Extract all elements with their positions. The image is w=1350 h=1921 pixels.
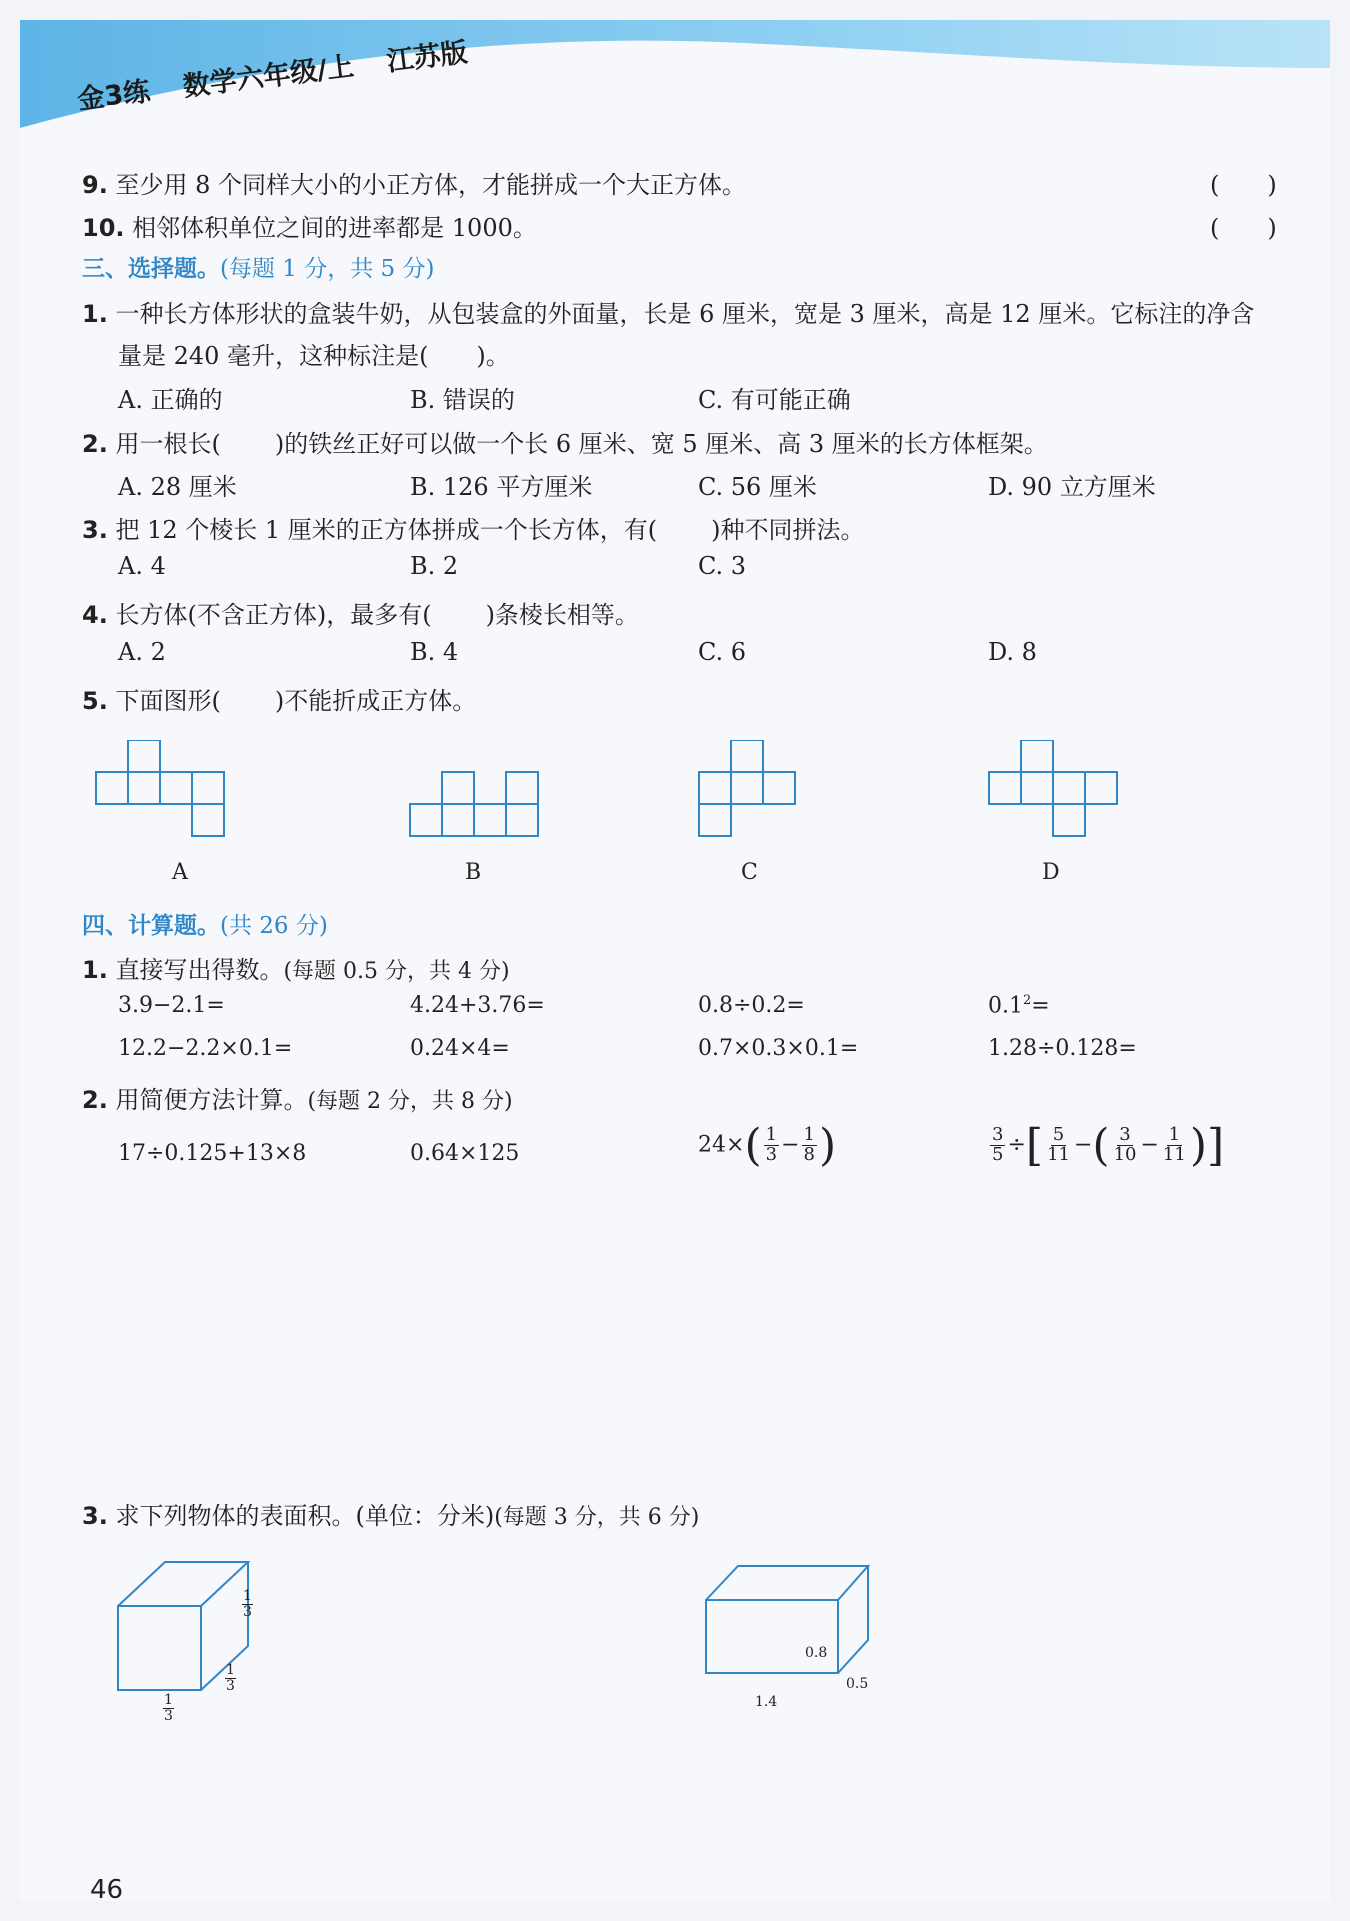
option-a[interactable]: A. 正确的	[118, 386, 223, 414]
minus-sign: −	[1140, 1132, 1159, 1158]
net-label-b: B	[465, 860, 482, 885]
net-c[interactable]	[699, 740, 795, 836]
section-title-text: 四、计算题。	[82, 913, 220, 939]
question-1-line2: 量是 240 毫升，这种标注是( )。	[118, 342, 510, 370]
calc-part-2-title	[82, 1080, 513, 1115]
fraction: $\frac{5}{11}$	[1047, 1124, 1070, 1165]
option-a[interactable]: A. 28 厘米	[118, 473, 237, 501]
option-b[interactable]: B. 4	[410, 638, 459, 666]
option-a[interactable]: A. 2	[118, 638, 166, 666]
simplify-expr-2[interactable]: 0.64×125	[410, 1141, 520, 1166]
section-note: (共 26 分)	[220, 913, 328, 939]
net-d[interactable]	[989, 740, 1117, 836]
option-c[interactable]: C. 6	[698, 638, 747, 666]
expr-prefix: 24×	[698, 1132, 745, 1158]
option-b[interactable]: B. 126 平方厘米	[410, 473, 593, 501]
question-5	[82, 681, 476, 716]
section-4-title	[82, 907, 328, 940]
right-paren: )	[1189, 1120, 1207, 1171]
calc-item-square[interactable]	[988, 993, 1050, 1018]
question-text-a: 下面图形(	[115, 687, 221, 715]
exponent: 2	[1023, 993, 1032, 1008]
question-number: 2.	[82, 430, 108, 458]
calc-item[interactable]: 0.24×4=	[410, 1036, 510, 1061]
question-number: 3.	[82, 516, 108, 544]
net-label-d: D	[1042, 860, 1060, 885]
minus-sign: −	[1073, 1132, 1093, 1158]
question-text-a: 用一根长(	[115, 430, 221, 458]
right-paren: )	[818, 1120, 837, 1171]
equals-sign: =	[1031, 993, 1050, 1019]
fraction: $\frac{3}{5}$	[992, 1124, 1004, 1165]
question-1-line1	[82, 294, 1254, 329]
item-text: 至少用 8 个同样大小的小正方体，才能拼成一个大正方体。	[115, 171, 746, 199]
item-text: 相邻体积单位之间的进率都是 1000。	[132, 214, 537, 242]
net-b[interactable]	[410, 772, 538, 836]
question-number: 1.	[82, 300, 108, 328]
question-text-b: )的铁丝正好可以做一个长 6 厘米、宽 5 厘米、高 3 厘米的长方体框架。	[274, 430, 1048, 458]
header-banner	[20, 20, 1330, 150]
option-c[interactable]: C. 3	[698, 552, 747, 580]
question-text: 求下列物体的表面积。(单位：分米)	[115, 1502, 495, 1530]
fraction: $\frac{1}{8}$	[803, 1124, 815, 1165]
question-text: 一种长方体形状的盒装牛奶，从包装盒的外面量，长是 6 厘米，宽是 3 厘米，高是 12 厘米。它标注的净含	[115, 300, 1255, 328]
net-label-a: A	[172, 860, 188, 885]
option-b[interactable]: B. 错误的	[410, 386, 515, 414]
fraction: $\frac{1}{11}$	[1162, 1124, 1186, 1165]
cuboid-width-label: 0.5	[846, 1676, 869, 1692]
left-paren: (	[1092, 1120, 1110, 1171]
calc-item[interactable]: 0.7×0.3×0.1=	[698, 1036, 859, 1061]
cube-nets	[20, 740, 1330, 860]
question-4	[82, 595, 639, 630]
calc-part-3-title	[82, 1496, 699, 1531]
question-text-b: )种不同拼法。	[711, 516, 865, 544]
subject-name: 数学六年级/上	[181, 51, 356, 103]
cuboid-height-label: 0.8	[805, 1645, 828, 1661]
question-text-a: 把 12 个棱长 1 厘米的正方体拼成一个长方体，有(	[115, 516, 658, 544]
brand-name: 金3练	[75, 76, 152, 116]
cube-depth-label: $\frac{1}{3}$	[226, 1662, 235, 1695]
question-number: 2.	[82, 1086, 108, 1114]
fraction: $\frac{1}{3}$	[765, 1124, 778, 1165]
cuboid-length-label: 1.4	[755, 1694, 778, 1710]
question-note: (每题 0.5 分，共 4 分)	[283, 959, 510, 984]
question-text-a: 长方体(不含正方体)，最多有(	[115, 601, 432, 629]
option-c[interactable]: C. 56 厘米	[698, 473, 817, 501]
calc-item[interactable]: 0.8÷0.2=	[698, 993, 805, 1018]
net-label-c: C	[741, 860, 758, 885]
option-d[interactable]: D. 8	[988, 638, 1037, 666]
divide-sign: ÷	[1007, 1132, 1026, 1158]
question-number: 4.	[82, 601, 108, 629]
right-bracket: ]	[1207, 1120, 1225, 1171]
question-3	[82, 510, 865, 545]
question-note: (每题 2 分，共 8 分)	[307, 1089, 513, 1114]
question-number: 3.	[82, 1502, 108, 1530]
option-c[interactable]: C. 有可能正确	[698, 386, 851, 414]
option-b[interactable]: B. 2	[410, 552, 459, 580]
fraction: $\frac{3}{10}$	[1113, 1124, 1137, 1165]
calc-item[interactable]: 12.2−2.2×0.1=	[118, 1036, 293, 1061]
calc-item[interactable]: 4.24+3.76=	[410, 993, 545, 1018]
answer-paren[interactable]: ( )	[1210, 214, 1277, 242]
calc-base: 0.1	[988, 993, 1023, 1019]
section-title-text: 三、选择题。	[82, 256, 220, 282]
section-note: (每题 1 分，共 5 分)	[220, 256, 435, 282]
workbook-page	[20, 20, 1330, 1905]
simplify-expr-4[interactable]	[988, 1120, 1224, 1171]
cuboid-figure	[700, 1560, 900, 1680]
judge-item-10	[82, 208, 537, 243]
item-number: 9.	[82, 171, 108, 199]
cube-width-label: $\frac{1}{3}$	[164, 1692, 173, 1725]
question-text: 直接写出得数。	[115, 956, 284, 984]
section-3-title	[82, 250, 434, 283]
simplify-expr-3[interactable]	[698, 1120, 836, 1171]
minus-sign: −	[781, 1132, 800, 1158]
left-bracket: [	[1025, 1120, 1044, 1171]
cube-figure	[110, 1550, 290, 1700]
item-number: 10.	[82, 214, 125, 242]
question-number: 5.	[82, 687, 108, 715]
question-text-b: )不能折成正方体。	[274, 687, 477, 715]
edition-name: 江苏版	[385, 37, 470, 78]
simplify-expr-1[interactable]: 17÷0.125+13×8	[118, 1141, 307, 1166]
calc-item[interactable]: 3.9−2.1=	[118, 993, 225, 1018]
option-a[interactable]: A. 4	[118, 552, 166, 580]
net-a[interactable]	[96, 740, 224, 836]
question-text: 用简便方法计算。	[115, 1086, 308, 1114]
question-text-b: )条棱长相等。	[485, 601, 639, 629]
option-d[interactable]: D. 90 立方厘米	[988, 473, 1156, 501]
page-number: 46	[90, 1875, 124, 1905]
question-2	[82, 424, 1048, 459]
judge-item-9	[82, 165, 746, 200]
left-paren: (	[744, 1120, 762, 1171]
calc-item[interactable]: 1.28÷0.128=	[988, 1036, 1137, 1061]
answer-paren[interactable]: ( )	[1210, 171, 1277, 199]
question-number: 1.	[82, 956, 108, 984]
cube-height-label: $\frac{1}{3}$	[243, 1588, 252, 1621]
question-note: (每题 3 分，共 6 分)	[494, 1505, 700, 1530]
calc-part-1-title	[82, 950, 510, 985]
